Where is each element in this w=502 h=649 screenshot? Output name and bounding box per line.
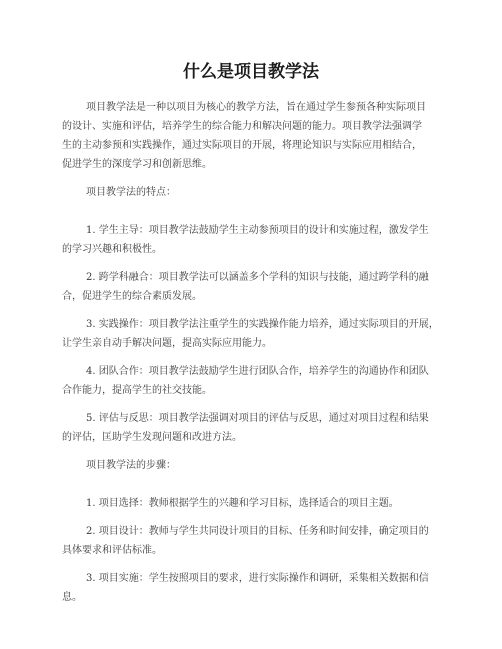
steps-heading bbox=[62, 456, 452, 475]
feature-item bbox=[62, 315, 452, 353]
feature-line: 3. 实践操作：项目教学法注重学生的实践操作能力培养，通过实际项目的开展， bbox=[86, 319, 439, 330]
feature-item bbox=[62, 221, 452, 259]
step-line: 2. 项目设计：教师与学生共同设计项目的目标、任务和时间安排，确定项目的 bbox=[86, 526, 429, 537]
step-item bbox=[62, 494, 452, 513]
feature-line: 的评估，匡助学生发现问题和改进方法。 bbox=[62, 432, 242, 443]
feature-item bbox=[62, 362, 452, 400]
intro-line: 生的主动参预和实践操作，通过实际项目的开展，将理论知识与实际应用相结合， bbox=[62, 140, 422, 151]
step-line: 息。 bbox=[62, 592, 82, 603]
step-item bbox=[62, 569, 452, 607]
features-heading bbox=[62, 183, 452, 202]
page-title: 什么是项目教学法 bbox=[183, 62, 319, 82]
feature-line: 4. 团队合作：项目教学法鼓励学生进行团队合作，培养学生的沟通协作和团队 bbox=[86, 366, 429, 377]
intro-line: 促进学生的深度学习和创新思维。 bbox=[62, 159, 212, 170]
step-line: 1. 项目选择：教师根据学生的兴趣和学习目标，选择适合的项目主题。 bbox=[86, 498, 399, 509]
feature-line: 2. 跨学科融合：项目教学法可以涵盖多个学科的知识与技能，通过跨学科的融 bbox=[86, 272, 429, 283]
steps-heading-text: 项目教学法的步骤： bbox=[86, 460, 176, 471]
feature-line: 5. 评估与反思：项目教学法强调对项目的评估与反思，通过对项目过程和结果 bbox=[86, 413, 429, 424]
intro-line: 的设计、实施和评估，培养学生的综合能力和解决问题的能力。项目教学法强调学 bbox=[62, 121, 422, 132]
feature-line: 合作能力，提高学生的社交技能。 bbox=[62, 385, 212, 396]
feature-item bbox=[62, 409, 452, 447]
feature-line: 的学习兴趣和积极性。 bbox=[62, 244, 162, 255]
intro-paragraph bbox=[62, 98, 452, 174]
features-heading-text: 项目教学法的特点： bbox=[86, 187, 176, 198]
feature-item bbox=[62, 268, 452, 306]
feature-line: 让学生亲自动手解决问题，提高实际应用能力。 bbox=[62, 338, 272, 349]
intro-line: 项目教学法是一种以项目为核心的教学方法，旨在通过学生参预各种实际项目 bbox=[86, 102, 426, 113]
step-line: 3. 项目实施：学生按照项目的要求，进行实际操作和调研，采集相关数据和信 bbox=[86, 573, 429, 584]
step-item bbox=[62, 522, 452, 560]
step-line: 具体要求和评估标准。 bbox=[62, 545, 162, 556]
feature-line: 合，促进学生的综合素质发展。 bbox=[62, 291, 202, 302]
feature-line: 1. 学生主导：项目教学法鼓励学生主动参预项目的设计和实施过程，激发学生 bbox=[86, 225, 429, 236]
